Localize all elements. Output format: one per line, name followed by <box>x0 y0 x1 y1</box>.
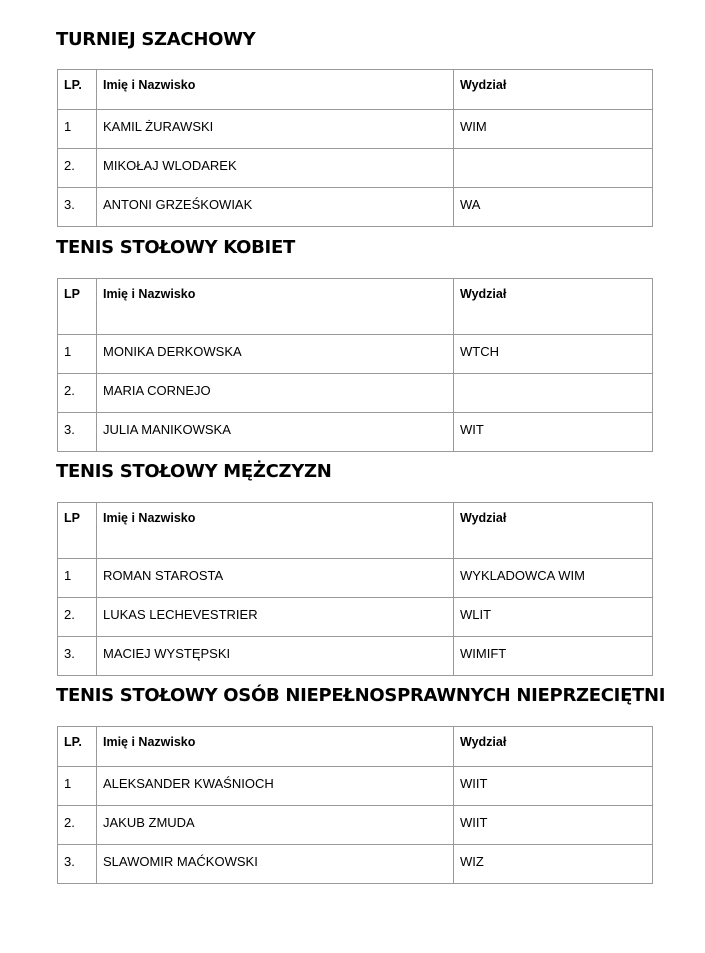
cell-dept <box>454 374 653 413</box>
cell-lp: 3. <box>58 413 97 452</box>
table-tennis-women-results-table <box>57 278 653 452</box>
cell-dept: WIT <box>454 413 653 452</box>
cell-name: KAMIL ŻURAWSKI <box>97 110 454 149</box>
section-title-chess: TURNIEJ SZACHOWY <box>56 29 256 50</box>
header-name: Imię i Nazwisko <box>97 70 454 110</box>
table-header-row <box>58 503 653 559</box>
table-header-row <box>58 70 653 110</box>
header-lp: LP <box>58 279 97 335</box>
table-row <box>58 149 653 188</box>
cell-dept: WTCH <box>454 335 653 374</box>
table-row <box>58 637 653 676</box>
table-tennis-men-results-table <box>57 502 653 676</box>
header-name: Imię i Nazwisko <box>97 503 454 559</box>
header-name: Imię i Nazwisko <box>97 727 454 767</box>
table-row <box>58 845 653 884</box>
header-name: Imię i Nazwisko <box>97 279 454 335</box>
cell-lp: 3. <box>58 188 97 227</box>
table-row <box>58 374 653 413</box>
cell-dept: WIM <box>454 110 653 149</box>
cell-dept: WIIT <box>454 806 653 845</box>
cell-lp: 2. <box>58 374 97 413</box>
cell-name: ROMAN STAROSTA <box>97 559 454 598</box>
table-row <box>58 767 653 806</box>
para-table-tennis-results-table <box>57 726 653 884</box>
cell-name: JULIA MANIKOWSKA <box>97 413 454 452</box>
header-dept: Wydział <box>454 727 653 767</box>
table-row <box>58 188 653 227</box>
table-row <box>58 335 653 374</box>
cell-name: MONIKA DERKOWSKA <box>97 335 454 374</box>
cell-lp: 3. <box>58 845 97 884</box>
cell-lp: 3. <box>58 637 97 676</box>
cell-dept: WIZ <box>454 845 653 884</box>
section-title-table-tennis-women: TENIS STOŁOWY KOBIET <box>56 237 295 258</box>
cell-lp: 2. <box>58 806 97 845</box>
cell-lp: 2. <box>58 149 97 188</box>
table-row <box>58 413 653 452</box>
cell-lp: 2. <box>58 598 97 637</box>
table-header-row <box>58 727 653 767</box>
cell-name: MACIEJ WYSTĘPSKI <box>97 637 454 676</box>
cell-dept: WA <box>454 188 653 227</box>
cell-dept <box>454 149 653 188</box>
table-row <box>58 110 653 149</box>
header-lp: LP <box>58 503 97 559</box>
cell-dept: WIMIFT <box>454 637 653 676</box>
cell-lp: 1 <box>58 767 97 806</box>
cell-name: MARIA CORNEJO <box>97 374 454 413</box>
cell-lp: 1 <box>58 110 97 149</box>
cell-dept: WYKLADOWCA WIM <box>454 559 653 598</box>
header-dept: Wydział <box>454 279 653 335</box>
header-lp: LP. <box>58 727 97 767</box>
table-row <box>58 806 653 845</box>
cell-name: LUKAS LECHEVESTRIER <box>97 598 454 637</box>
cell-dept: WLIT <box>454 598 653 637</box>
cell-name: ALEKSANDER KWAŚNIOCH <box>97 767 454 806</box>
cell-lp: 1 <box>58 559 97 598</box>
cell-name: JAKUB ZMUDA <box>97 806 454 845</box>
table-row <box>58 559 653 598</box>
section-title-table-tennis-men: TENIS STOŁOWY MĘŻCZYZN <box>56 461 332 482</box>
table-header-row <box>58 279 653 335</box>
header-dept: Wydział <box>454 503 653 559</box>
section-title-para-table-tennis: TENIS STOŁOWY OSÓB NIEPEŁNOSPRAWNYCH NIEPRZECIĘTNI <box>56 685 666 706</box>
cell-name: SLAWOMIR MAĆKOWSKI <box>97 845 454 884</box>
table-row <box>58 598 653 637</box>
cell-name: MIKOŁAJ WLODAREK <box>97 149 454 188</box>
cell-lp: 1 <box>58 335 97 374</box>
cell-dept: WIIT <box>454 767 653 806</box>
chess-results-table <box>57 69 653 227</box>
cell-name: ANTONI GRZEŚKOWIAK <box>97 188 454 227</box>
header-lp: LP. <box>58 70 97 110</box>
header-dept: Wydział <box>454 70 653 110</box>
